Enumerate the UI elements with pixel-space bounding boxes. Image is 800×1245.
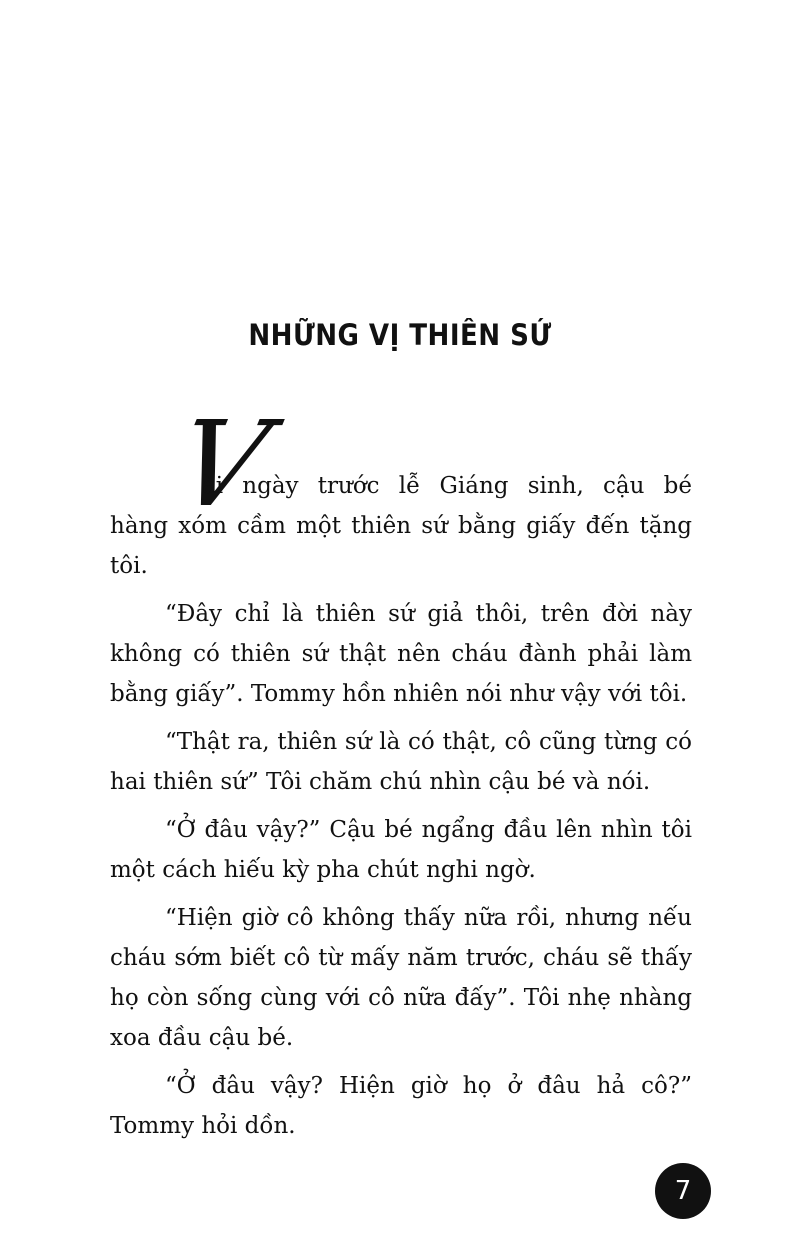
paragraph-6: “Ở đâu vậy? Hiện giờ họ ở đâu hả cô?” Tommy hỏi dồn. xyxy=(110,1073,692,1139)
paragraph-1 xyxy=(110,466,692,586)
drop-cap: V xyxy=(165,395,280,533)
body-text xyxy=(110,466,692,1154)
paragraph-1-first-line: ài ngày trước lễ Giáng sinh, cậu bé xyxy=(202,473,692,499)
paragraph-2: “Đây chỉ là thiên sứ giả thôi, trên đời này không có thiên sứ thật nên cháu đành phải làm bằng giấy”. Tommy hồn nhiên nói như vậy với tôi. xyxy=(110,601,692,707)
paragraph-3: “Thật ra, thiên sứ là có thật, cô cũng từng có hai thiên sứ” Tôi chăm chú nhìn cậu bé và nói. xyxy=(110,729,692,795)
page-number-badge: 7 xyxy=(655,1163,711,1219)
paragraph-4: “Ở đâu vậy?” Cậu bé ngẩng đầu lên nhìn tôi một cách hiếu kỳ pha chút nghi ngờ. xyxy=(110,817,692,883)
paragraph-5: “Hiện giờ cô không thấy nữa rồi, nhưng nếu cháu sớm biết cô từ mấy năm trước, cháu sẽ thấy họ còn sống cùng với cô nữa đấy”. Tôi nhẹ nhàng xoa đầu cậu bé. xyxy=(110,905,692,1051)
paragraph-1-rest: hàng xóm cầm một thiên sứ bằng giấy đến tặng tôi. xyxy=(110,513,692,579)
chapter-title: NHỮNG VỊ THIÊN SỨ xyxy=(248,318,552,352)
